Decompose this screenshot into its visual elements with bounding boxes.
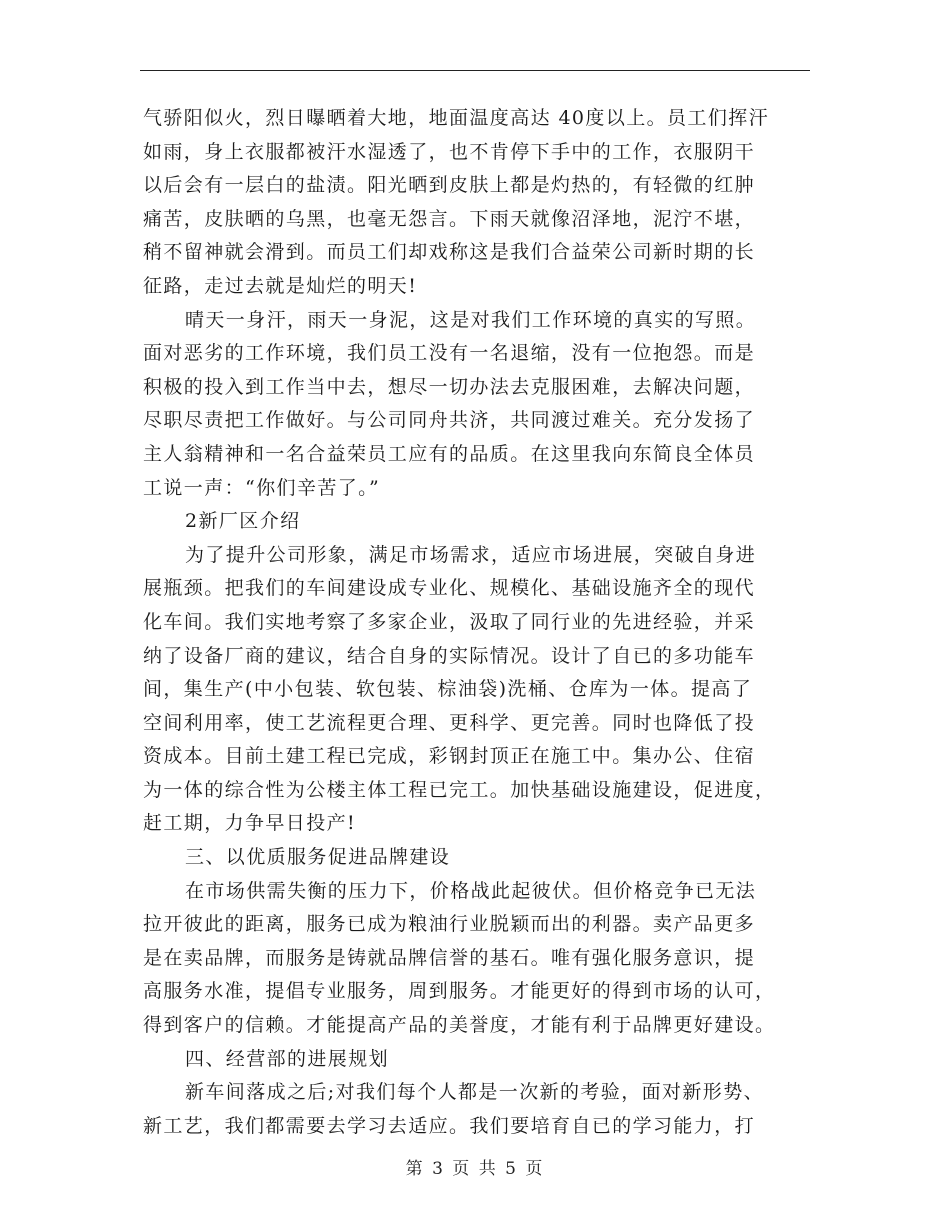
text-line: 展瓶颈。把我们的车间建设成专业化、规模化、基础设施齐全的现代 — [143, 577, 756, 600]
text-line: 面对恶劣的工作环境，我们员工没有一名退缩，没有一位抱怨。而是 — [143, 342, 756, 365]
text-line: 间，集生产(中小包装、软包装、棕油袋)洗桶、仓库为一体。提高了 — [143, 678, 753, 701]
text-line: 赶工期，力争早日投产! — [143, 812, 357, 835]
text-line: 稍不留神就会滑到。而员工们却戏称这是我们合益荣公司新时期的长 — [143, 241, 756, 264]
text-line: 2新厂区介绍 — [185, 510, 301, 533]
text-line: 新工艺，我们都需要去学习去适应。我们要培育自已的学习能力，打 — [143, 1114, 756, 1137]
text-line: 气骄阳似火，烈日曝晒着大地，地面温度高达 40度以上。员工们挥汗 — [143, 107, 770, 129]
text-line: 化车间。我们实地考察了多家企业，汲取了同行业的先进经验，并采 — [143, 610, 756, 633]
text-line: 得到客户的信赖。才能提高产品的美誉度，才能有利于品牌更好建设。 — [143, 1014, 776, 1037]
text-line: 三、以优质服务促进品牌建设 — [185, 846, 451, 869]
text-line: 以后会有一层白的盐渍。阳光晒到皮肤上都是灼热的，有轻微的红肿 — [143, 174, 756, 197]
text-line: 痛苦，皮肤晒的乌黑，也毫无怨言。下雨天就像沼泽地，泥泞不堪， — [143, 207, 756, 230]
text-line: 晴天一身汗，雨天一身泥，这是对我们工作环境的真实的写照。 — [185, 308, 757, 331]
text-line: 为一体的综合性为公楼主体工程已完工。加快基础设施建设，促进度， — [143, 778, 776, 801]
page-footer: 第 3 页 共 5 页 — [405, 1159, 545, 1179]
text-line: 新车间落成之后;对我们每个人都是一次新的考验，面对新形势、 — [185, 1081, 765, 1104]
text-line: 积极的投入到工作当中去，想尽一切办法去克服困难，去解决问题， — [143, 375, 756, 398]
header-rule — [140, 70, 810, 71]
text-line: 空间利用率，使工艺流程更合理、更科学、更完善。同时也降低了投 — [143, 711, 756, 734]
text-line: 为了提升公司形象，满足市场需求，适应市场进展，突破自身进 — [185, 543, 757, 566]
text-line: 主人翁精神和一名合益荣员工应有的品质。在这里我向东简良全体员 — [143, 442, 756, 465]
text-line: 是在卖品牌，而服务是铸就品牌信誉的基石。唯有强化服务意识，提 — [143, 946, 756, 969]
text-line: 征路，走过去就是灿烂的明天! — [143, 274, 418, 297]
text-line: 在市场供需失衡的压力下，价格战此起彼伏。但价格竞争已无法 — [185, 879, 757, 902]
text-line: 拉开彼此的距离，服务已成为粮油行业脱颖而出的利器。卖产品更多 — [143, 913, 756, 936]
document-body — [143, 102, 811, 1143]
text-line: 纳了设备厂商的建议，结合自身的实际情况。设计了自已的多功能车 — [143, 644, 756, 667]
text-line: 四、经营部的进展规划 — [185, 1047, 390, 1070]
text-line: 高服务水准，提倡专业服务，周到服务。才能更好的得到市场的认可， — [143, 980, 776, 1003]
text-line: 资成本。目前土建工程已完成，彩钢封顶正在施工中。集办公、住宿 — [143, 745, 756, 768]
text-line: 工说一声：“你们辛苦了。” — [143, 476, 381, 499]
text-line: 尽职尽责把工作做好。与公司同舟共济，共同渡过难关。充分发扬了 — [143, 409, 756, 432]
text-line: 如雨，身上衣服都被汗水湿透了，也不肯停下手中的工作，衣服阴干 — [143, 140, 756, 163]
